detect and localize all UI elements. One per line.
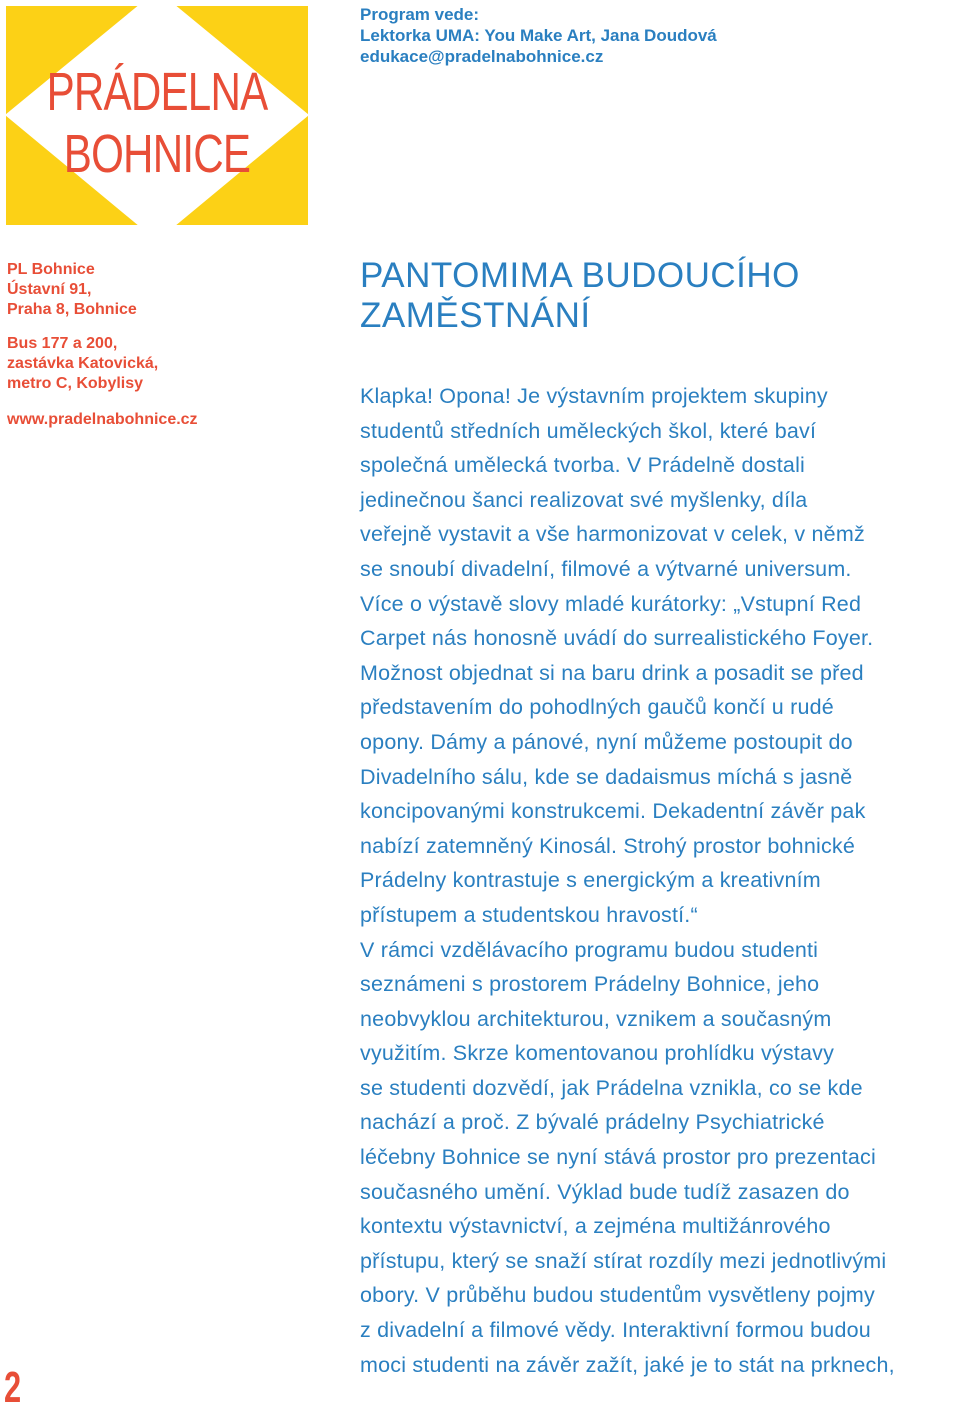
title-line1: PANTOMIMA BUDOUCÍHO: [360, 256, 800, 295]
transport-block: [7, 334, 247, 394]
body-line: Prádelny kontrastuje s energickým a kreativním: [360, 868, 821, 893]
address-city: Praha 8, Bohnice: [7, 301, 137, 318]
body-line: se studenti dozvědí, jak Prádelna vznikla, co se kde: [360, 1075, 863, 1100]
body-line: využitím. Skrze komentovanou prohlídku výstavy: [360, 1041, 835, 1066]
transport-stop: zastávka Katovická,: [7, 355, 159, 372]
address-street: Ústavní 91,: [7, 281, 92, 298]
title-line2: ZAMĚSTNÁNÍ: [360, 296, 591, 335]
body-line: Možnost objednat si na baru drink a posadit se před: [360, 660, 864, 685]
program-label: Program vede:: [360, 5, 480, 24]
body-line: přístupu, který se snaží stírat rozdíly mezi jednotlivými: [360, 1248, 887, 1273]
body-line: Divadelního sálu, kde se dadaismus míchá s jasně: [360, 764, 853, 789]
body-line: představením do pohodlných gaučů končí u rudé: [360, 695, 834, 720]
website-link[interactable]: www.pradelnabohnice.cz: [7, 411, 198, 428]
logo-text-line2: BOHNICE: [63, 124, 251, 184]
sidebar-contact: [7, 260, 247, 430]
body-line: jedinečnou šanci realizovat své myšlenky, díla: [360, 487, 808, 512]
body-line: moci studenti na závěr zažít, jaké je to stát na prknech,: [360, 1352, 895, 1377]
logo-text-line1: PRÁDELNA: [46, 62, 268, 122]
address-name: PL Bohnice: [7, 261, 95, 278]
body-line: V rámci vzdělávacího programu budou studenti: [360, 937, 819, 962]
body-line: nachází a proč. Z bývalé prádelny Psychiatrické: [360, 1110, 825, 1135]
program-lecturer: Lektorka UMA: You Make Art, Jana Doudová: [360, 26, 717, 45]
body-line: Více o výstavě slovy mladé kurátorky: „Vstupní Red: [360, 591, 862, 616]
body-line: společná umělecká tvorba. V Prádelně dostali: [360, 453, 806, 478]
body-line: současného umění. Výklad bude tudíž zasazen do: [360, 1179, 850, 1204]
address-block: [7, 260, 247, 320]
program-info: [360, 4, 717, 67]
body-line: se snoubí divadelní, filmové a výtvarné universum.: [360, 556, 852, 581]
body-line: seznámeni s prostorem Prádelny Bohnice, jeho: [360, 972, 820, 997]
article-body: [360, 379, 960, 1382]
body-line: koncipovanými konstrukcemi. Dekadentní závěr pak: [360, 799, 866, 824]
body-line: léčebny Bohnice se nyní stává prostor pro prezentaci: [360, 1145, 876, 1170]
body-line: přístupem a studentskou hravostí.“: [360, 902, 698, 927]
page-number: 2: [4, 1363, 22, 1412]
body-line: neobvyklou architekturou, vznikem a současným: [360, 1006, 832, 1031]
body-line: nabízí zatemněný Kinosál. Strohý prostor bohnické: [360, 833, 856, 858]
transport-metro: metro C, Kobylisy: [7, 375, 144, 392]
body-line: opony. Dámy a pánové, nyní můžeme postoupit do: [360, 729, 853, 754]
pradelna-bohnice-logo: [6, 6, 308, 225]
body-line: Klapka! Opona! Je výstavním projektem skupiny: [360, 384, 828, 408]
body-line: kontextu výstavnictví, a zejména multižánrového: [360, 1214, 831, 1239]
body-line: veřejně vystavit a vše harmonizovat v celek, v němž: [360, 522, 865, 547]
transport-bus: Bus 177 a 200,: [7, 335, 118, 352]
program-email[interactable]: edukace@pradelnabohnice.cz: [360, 47, 604, 66]
body-line: obory. V průběhu budou studentům vysvětleny pojmy: [360, 1283, 875, 1308]
body-line: z divadelní a filmové vědy. Interaktivní formou budou: [360, 1318, 871, 1343]
body-line: studentů středních uměleckých škol, které baví: [360, 418, 817, 443]
page-title: [360, 256, 940, 336]
body-line: Carpet nás honosně uvádí do surrealistického Foyer.: [360, 626, 874, 651]
